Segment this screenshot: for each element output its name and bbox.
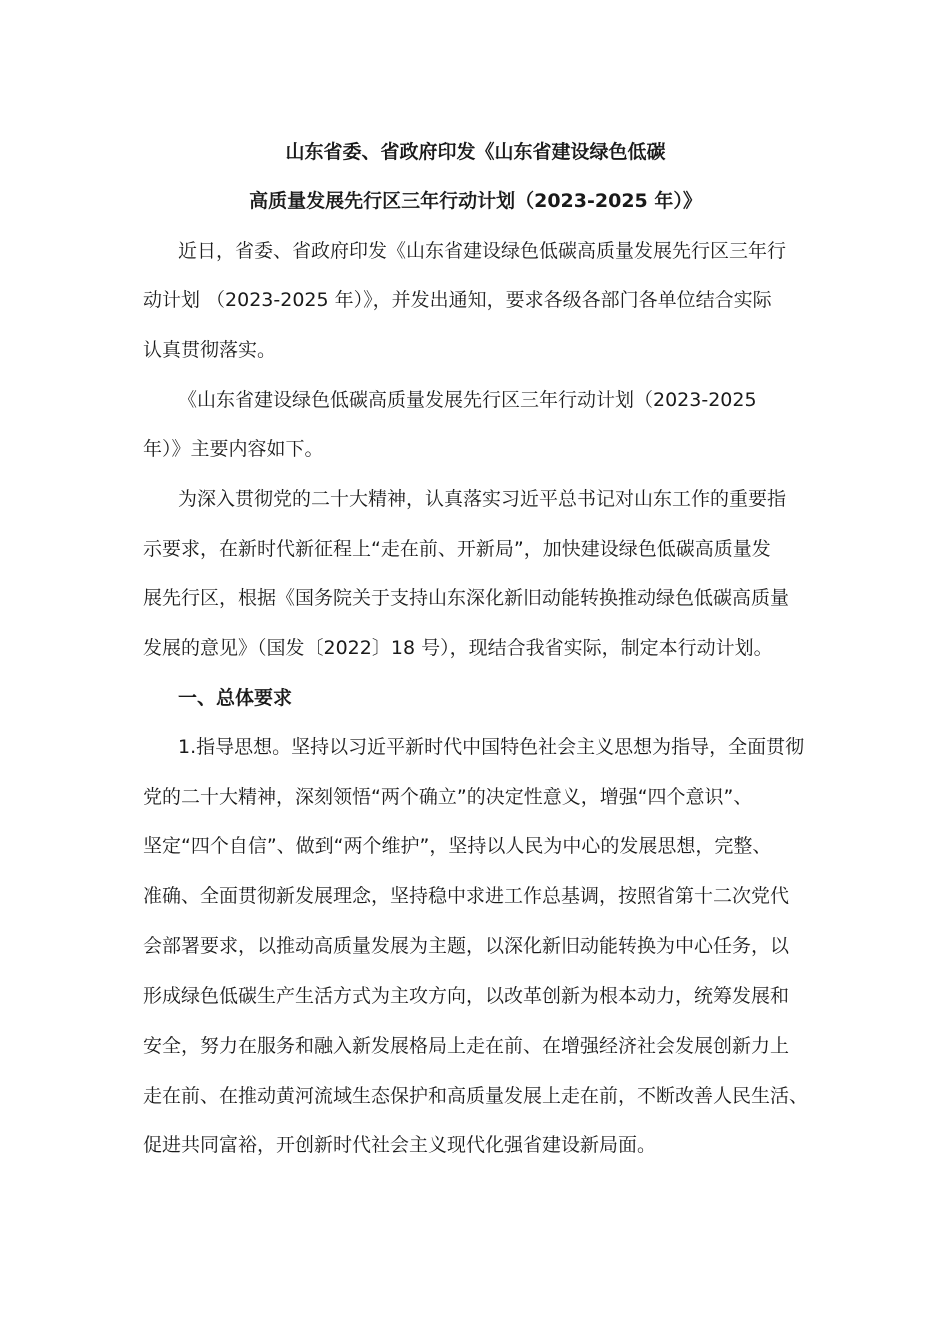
paragraph-line: 形成绿色低碳生产生活方式为主攻方向，以改革创新为根本动力，统筹发展和 — [143, 985, 790, 1007]
paragraph-line: 安全，努力在服务和融入新发展格局上走在前、在增强经济社会发展创新力上 — [143, 1035, 790, 1057]
paragraph-line: 年）》主要内容如下。 — [143, 438, 324, 460]
document-title-line-1: 山东省委、省政府印发《山东省建设绿色低碳 — [285, 141, 666, 163]
paragraph-line: 近日，省委、省政府印发《山东省建设绿色低碳高质量发展先行区三年行 — [178, 240, 787, 262]
section-heading: 一、总体要求 — [178, 687, 293, 709]
paragraph-line: 1.指导思想。坚持以习近平新时代中国特色社会主义思想为指导，全面贯彻 — [178, 736, 805, 758]
paragraph-line: 为深入贯彻党的二十大精神，认真落实习近平总书记对山东工作的重要指 — [178, 488, 787, 510]
paragraph-line: 《山东省建设绿色低碳高质量发展先行区三年行动计划（2023-2025 — [178, 389, 757, 411]
paragraph-line: 党的二十大精神，深刻领悟“两个确立”的决定性意义，增强“四个意识”、 — [143, 786, 753, 808]
paragraph-line: 坚定“四个自信”、做到“两个维护”，坚持以人民为中心的发展思想，完整、 — [143, 835, 772, 857]
paragraph-line: 展先行区，根据《国务院关于支持山东深化新旧动能转换推动绿色低碳高质量 — [143, 587, 790, 609]
paragraph-line: 走在前、在推动黄河流域生态保护和高质量发展上走在前，不断改善人民生活、 — [143, 1085, 809, 1107]
paragraph-line: 动计划 （2023-2025 年）》，并发出通知，要求各级各部门各单位结合实际 — [143, 289, 772, 311]
document-title-line-2: 高质量发展先行区三年行动计划（2023-2025 年）》 — [249, 190, 702, 212]
paragraph-line: 准确、全面贯彻新发展理念，坚持稳中求进工作总基调，按照省第十二次党代 — [143, 885, 790, 907]
paragraph-line: 认真贯彻落实。 — [143, 339, 277, 361]
paragraph-line: 示要求，在新时代新征程上“走在前、开新局”，加快建设绿色低碳高质量发 — [143, 538, 771, 560]
paragraph-line: 会部署要求，以推动高质量发展为主题，以深化新旧动能转换为中心任务，以 — [143, 935, 790, 957]
paragraph-line: 发展的意见》（国发〔2022〕18 号），现结合我省实际，制定本行动计划。 — [143, 637, 773, 659]
paragraph-line: 促进共同富裕，开创新时代社会主义现代化强省建设新局面。 — [143, 1134, 657, 1156]
